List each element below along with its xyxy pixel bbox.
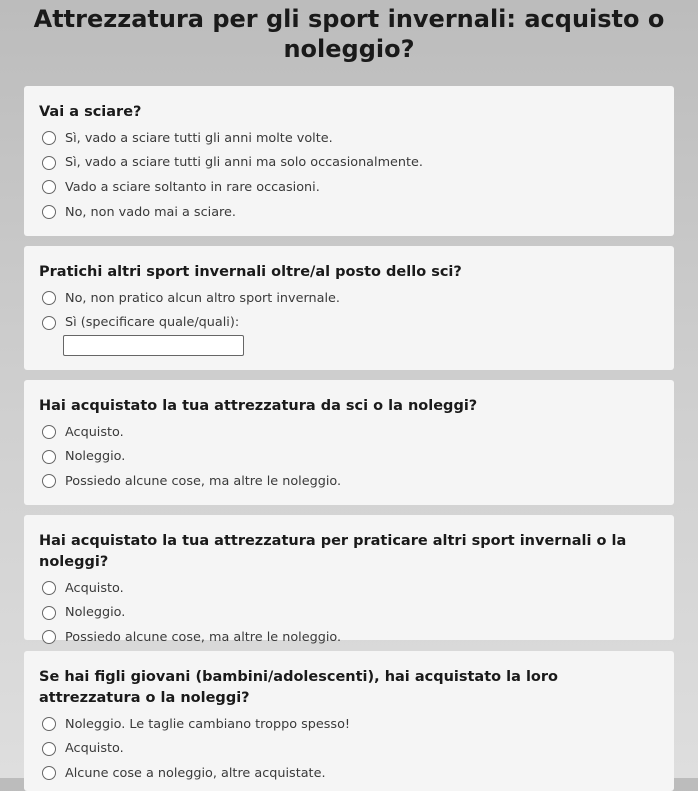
option-row[interactable] <box>39 737 659 762</box>
option-label: Noleggio. <box>65 449 126 465</box>
question-card-3 <box>24 380 674 505</box>
option-label: Acquisto. <box>65 424 124 440</box>
option-label: Vado a sciare soltanto in rare occasioni. <box>65 179 320 195</box>
radio-button[interactable] <box>42 742 56 756</box>
question-text: Se hai figli giovani (bambini/adolescenti), hai acquistato la loro attrezzatura o la noleggi? <box>39 669 559 706</box>
option-row[interactable] <box>39 601 659 626</box>
option-label: Possiedo alcune cose, ma altre le noleggio. <box>65 629 342 645</box>
option-label: Alcune cose a noleggio, altre acquistate. <box>65 765 326 781</box>
option-label: No, non pratico alcun altro sport invernale. <box>65 290 340 306</box>
radio-button[interactable] <box>42 316 56 330</box>
option-row[interactable] <box>39 126 659 151</box>
radio-button[interactable] <box>42 474 56 488</box>
option-row[interactable] <box>39 200 659 225</box>
option-row[interactable] <box>39 151 659 176</box>
question-text: Vai a sciare? <box>39 104 142 120</box>
question-card-5 <box>24 651 674 791</box>
option-label: Noleggio. <box>65 605 126 621</box>
option-row[interactable] <box>39 761 659 786</box>
radio-button[interactable] <box>42 205 56 219</box>
question-card-2 <box>24 246 674 370</box>
option-row[interactable] <box>39 175 659 200</box>
option-label: Acquisto. <box>65 580 124 596</box>
radio-button[interactable] <box>42 291 56 305</box>
option-row[interactable] <box>39 420 659 445</box>
option-row[interactable] <box>39 445 659 470</box>
radio-button[interactable] <box>42 717 56 731</box>
option-row[interactable] <box>39 625 659 650</box>
radio-button[interactable] <box>42 606 56 620</box>
option-label: Sì (specificare quale/quali): <box>65 315 240 331</box>
option-row[interactable] <box>39 712 659 737</box>
question-text: Hai acquistato la tua attrezzatura per praticare altri sport invernali o la noleggi? <box>39 533 627 570</box>
option-row[interactable] <box>39 311 659 336</box>
question-text: Pratichi altri sport invernali oltre/al posto dello sci? <box>39 264 462 280</box>
radio-button[interactable] <box>42 630 56 644</box>
option-label: Sì, vado a sciare tutti gli anni ma solo occasionalmente. <box>65 155 423 171</box>
option-row[interactable] <box>39 469 659 494</box>
option-row[interactable] <box>39 286 659 311</box>
option-label: Noleggio. Le taglie cambiano troppo spesso! <box>65 716 351 732</box>
option-label: Acquisto. <box>65 741 124 757</box>
radio-button[interactable] <box>42 131 56 145</box>
option-row[interactable] <box>39 576 659 601</box>
option-label: Sì, vado a sciare tutti gli anni molte volte. <box>65 130 333 146</box>
question-card-4 <box>24 515 674 645</box>
radio-button[interactable] <box>42 766 56 780</box>
radio-button[interactable] <box>42 156 56 170</box>
option-label: No, non vado mai a sciare. <box>65 204 236 220</box>
question-card-1 <box>24 86 674 236</box>
option-label: Possiedo alcune cose, ma altre le noleggio. <box>65 473 342 489</box>
radio-button[interactable] <box>42 425 56 439</box>
other-sport-input[interactable] <box>63 335 244 356</box>
radio-button[interactable] <box>42 450 56 464</box>
radio-button[interactable] <box>42 180 56 194</box>
page-title: Attrezzatura per gli sport invernali: acquisto o noleggio? <box>33 5 665 63</box>
radio-button[interactable] <box>42 581 56 595</box>
question-text: Hai acquistato la tua attrezzatura da sci o la noleggi? <box>39 398 478 414</box>
